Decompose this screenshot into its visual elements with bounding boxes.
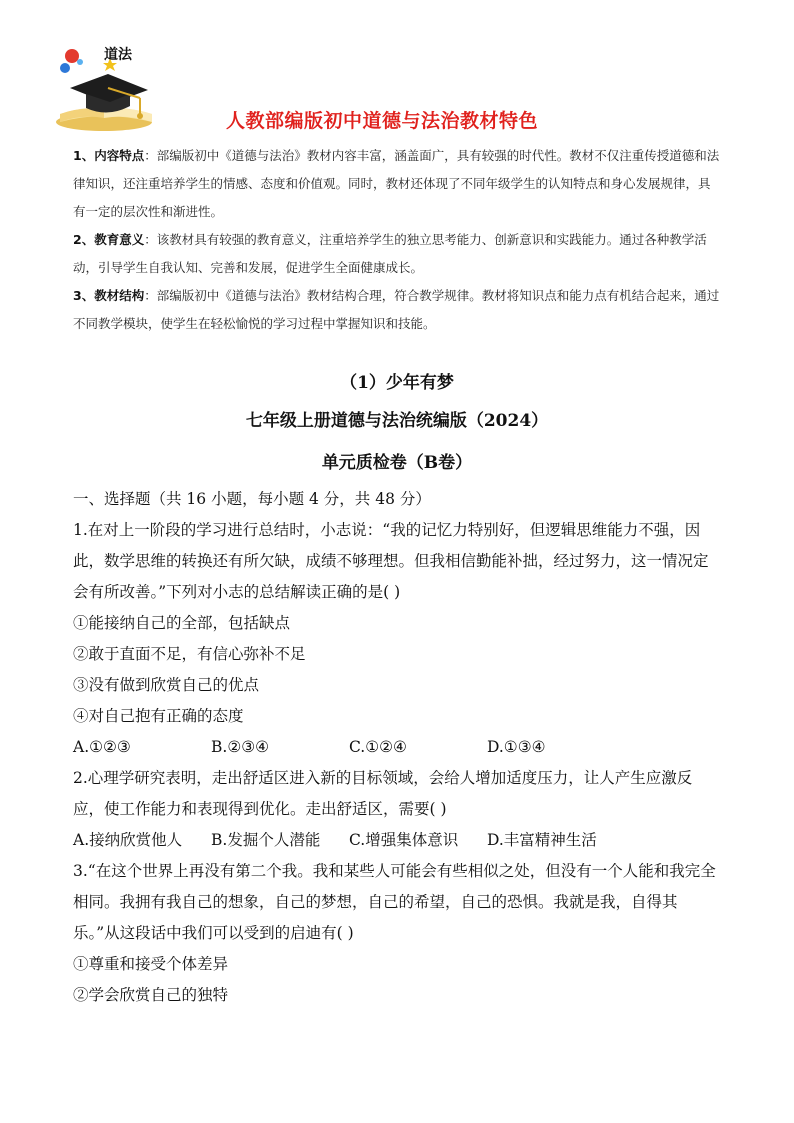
intro-label: 3、教材结构 xyxy=(73,288,145,303)
intro-text: ：该教材具有较强的教育意义，注重培养学生的独立思考能力、创新意识和实践能力。通过各种教学活动，引导学生自我认知、完善和发展，促进学生全面健康成长。 xyxy=(73,232,707,275)
intro-paragraph xyxy=(73,226,721,282)
option-b: B.②③④ xyxy=(211,738,270,756)
exam-heading: 单元质检卷（B卷） xyxy=(321,453,473,473)
option-c: C.增强集体意识 xyxy=(349,831,459,849)
answer-options xyxy=(73,732,723,763)
section-title: 一、选择题（共 16 小题，每小题 4 分，共 48 分） xyxy=(73,490,431,508)
option-d: D.①③④ xyxy=(487,738,546,756)
intro-text: ：部编版初中《道德与法治》教材结构合理，符合教学规律。教材将知识点和能力点有机结合起来，通过不同教学模块，使学生在轻松愉悦的学习过程中掌握知识和技能。 xyxy=(73,288,720,331)
option-a: A.①②③ xyxy=(73,738,131,756)
book-heading: 七年级上册道德与法治统编版（2024） xyxy=(245,411,549,431)
statement: ②学会欣赏自己的独特 xyxy=(73,986,229,1004)
intro-paragraph xyxy=(73,282,721,338)
option-a: A.接纳欣赏他人 xyxy=(73,831,183,849)
lesson-heading: （1）少年有梦 xyxy=(340,373,454,393)
statement: ③没有做到欣赏自己的优点 xyxy=(73,676,260,694)
statement: ①能接纳自己的全部，包括缺点 xyxy=(73,614,291,632)
intro-block xyxy=(73,142,721,338)
question-stem: 2.心理学研究表明，走出舒适区进入新的目标领域，会给人增加适度压力，让人产生应激反应，使工作能力和表现得到优化。走出舒适区，需要( ) xyxy=(73,769,693,818)
question-stem: 1.在对上一阶段的学习进行总结时，小志说：“我的记忆力特别好，但逻辑思维能力不强，因此，数学思维的转换还有所欠缺，成绩不够理想。但我相信勤能补拙，经过努力，这一情况定会有所改善。”下列对小志的总结解读正确的是( ) xyxy=(73,521,709,601)
intro-label: 2、教育意义 xyxy=(73,232,145,247)
intro-text: ：部编版初中《道德与法治》教材内容丰富，涵盖面广，具有较强的时代性。教材不仅注重传授道德和法律知识，还注重培养学生的情感、态度和价值观。同时，教材还体现了不同年级学生的认知特点和身心发展规律，具有一定的层次性和渐进性。 xyxy=(73,148,720,219)
logo-label: 道法 xyxy=(104,47,132,63)
question-stem: 3.“在这个世界上再没有第二个我。我和某些人可能会有些相似之处，但没有一个人能和我完全相同。我拥有我自己的想象，自己的梦想，自己的希望，自己的恐惧。我就是我，自得其乐。”从这段话中我们可以受到的启迪有( ) xyxy=(73,862,716,942)
option-b: B.发掘个人潜能 xyxy=(211,831,321,849)
questions-section xyxy=(73,484,723,1011)
banner-title: 人教部编版初中道德与法治教材特色 xyxy=(226,110,539,132)
statement: ②敢于直面不足，有信心弥补不足 xyxy=(73,645,306,663)
intro-paragraph xyxy=(73,142,721,226)
statement: ④对自己抱有正确的态度 xyxy=(73,707,244,725)
intro-label: 1、内容特点 xyxy=(73,148,145,163)
statement: ①尊重和接受个体差异 xyxy=(73,955,229,973)
option-d: D.丰富精神生活 xyxy=(487,831,597,849)
answer-options xyxy=(73,825,723,856)
option-c: C.①②④ xyxy=(349,738,407,756)
